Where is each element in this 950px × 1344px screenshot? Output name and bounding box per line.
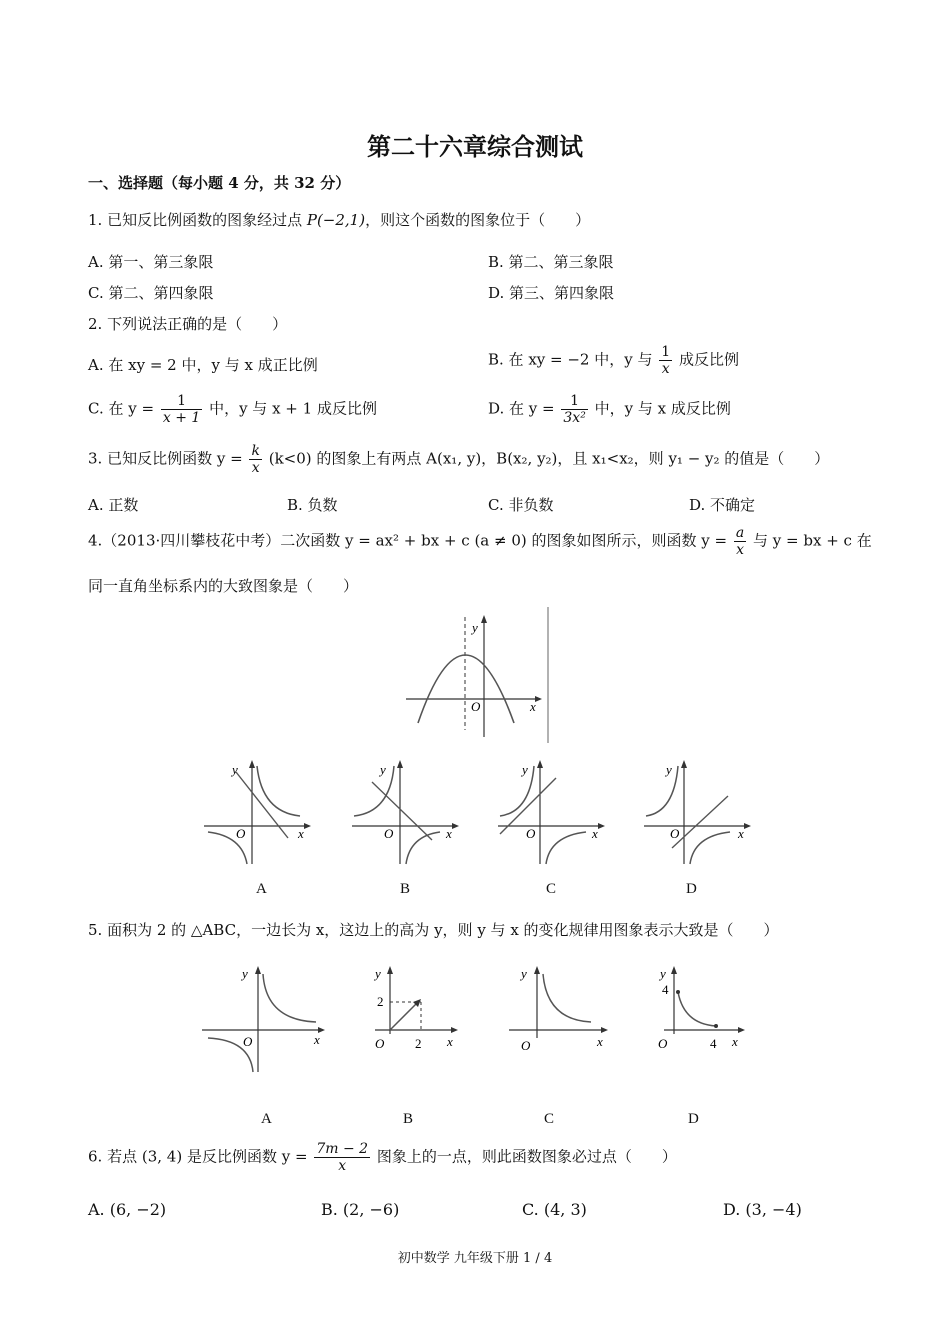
question-3-stem xyxy=(88,443,829,476)
x-axis-arrow xyxy=(601,1027,608,1033)
q1-option-b: B. 第二、第三象限 xyxy=(488,253,614,271)
origin-label: O xyxy=(471,699,481,714)
line xyxy=(672,796,728,848)
q5-graph-a xyxy=(198,958,333,1076)
y-label: y xyxy=(375,966,381,981)
x-label: x xyxy=(447,1034,453,1049)
origin-label: O xyxy=(243,1034,253,1049)
q3-option-a: A. 正数 xyxy=(88,496,139,514)
q5-caption-b: B xyxy=(403,1111,414,1127)
q5-graph-d xyxy=(648,958,758,1076)
y-axis-arrow xyxy=(681,760,687,768)
y-label: y xyxy=(380,762,386,777)
question-4-stem xyxy=(88,525,872,558)
endpoint xyxy=(676,990,680,994)
question-1-stem xyxy=(88,210,590,230)
q4-stem-c: 同一直角坐标系内的大致图象是（ ） xyxy=(88,577,359,595)
line xyxy=(372,782,432,840)
y-label: y xyxy=(472,620,478,635)
y-axis-arrow xyxy=(255,966,261,974)
q3-stem-post: (k<0) 的图象上有两点 A(x₁, y)，B(x₂, y₂)，且 x₁<x₂，则 y₁ − y₂ 的值是（ ） xyxy=(268,449,830,468)
x-label: x xyxy=(298,826,304,841)
frac-num: 7m − 2 xyxy=(316,1141,369,1157)
y-label: y xyxy=(521,966,527,981)
q2-d-fraction xyxy=(561,393,587,426)
frac-num: k xyxy=(251,443,260,459)
q2-c-fraction xyxy=(161,393,202,426)
y-axis-arrow xyxy=(671,966,677,974)
q2-b-fraction xyxy=(659,344,672,377)
x-axis-arrow xyxy=(744,823,751,829)
question-6-stem xyxy=(88,1141,677,1174)
q2-d-pre: D. 在 y = xyxy=(488,399,555,418)
parabola-curve xyxy=(418,655,514,723)
question-2-stem: 2. 下列说法正确的是（ ） xyxy=(88,315,288,333)
q3-stem-pre: 3. 已知反比例函数 y = xyxy=(88,449,243,468)
q6-stem-pre: 6. 若点 (3, 4) 是反比例函数 y = xyxy=(88,1147,308,1166)
q6-stem-post: 图象上的一点，则此函数图象必过点（ ） xyxy=(376,1147,677,1166)
q2-c-pre: C. 在 y = xyxy=(88,399,155,418)
q5-caption-a: A xyxy=(261,1111,272,1127)
q6-option-c: C. (4, 3) xyxy=(522,1200,587,1219)
x-label: x xyxy=(732,1034,738,1049)
y-axis-arrow xyxy=(249,760,255,768)
x-axis-arrow xyxy=(738,1027,745,1033)
q5-graph-c xyxy=(505,958,615,1076)
q2-option-d xyxy=(488,393,731,426)
frac-den: x xyxy=(736,542,745,558)
frac-num: 1 xyxy=(561,393,587,410)
line-segment xyxy=(390,1002,418,1030)
q4-caption-a: A xyxy=(256,881,267,897)
q4-parabola-figure xyxy=(400,605,555,745)
hyperbola-branch xyxy=(500,766,534,816)
y-axis-arrow xyxy=(387,966,393,974)
frac-den: x xyxy=(338,1158,347,1174)
q6-option-d: D. (3, −4) xyxy=(723,1200,802,1219)
x-axis-arrow xyxy=(452,823,459,829)
x-label: x xyxy=(592,826,598,841)
frac-den: x xyxy=(661,361,670,377)
y-label: y xyxy=(522,762,528,777)
origin-label: O xyxy=(375,1036,385,1051)
origin-label: O xyxy=(670,826,680,841)
q6-fraction xyxy=(314,1141,370,1174)
frac-den: x xyxy=(251,460,260,476)
q5-caption-c: C xyxy=(544,1111,555,1127)
origin-label: O xyxy=(658,1036,668,1051)
x-label: x xyxy=(530,699,536,714)
frac-num: 1 xyxy=(661,344,671,360)
q1-option-c: C. 第二、第四象限 xyxy=(88,284,214,302)
x-axis-arrow xyxy=(451,1027,458,1033)
frac-num: a xyxy=(735,525,745,541)
q2-b-post: 成反比例 xyxy=(678,350,739,369)
hyperbola-branch xyxy=(354,766,394,816)
hyperbola-branch xyxy=(546,832,586,864)
q6-option-a: A. (6, −2) xyxy=(88,1200,167,1219)
page-title: 第二十六章综合测试 xyxy=(367,132,583,161)
hyperbola-branch xyxy=(263,974,316,1022)
q5-graph-b xyxy=(355,958,465,1076)
q2-d-post: 中，y 与 x 成反比例 xyxy=(594,399,731,418)
q4-caption-c: C xyxy=(546,881,557,897)
q4-graph-c xyxy=(494,752,612,870)
x-axis-arrow xyxy=(598,823,605,829)
frac-den: 3x² xyxy=(563,410,586,426)
q1-stem-a: 1. 已知反比例函数的图象经过点 xyxy=(88,211,307,229)
q4-caption-b: B xyxy=(400,881,411,897)
hyperbola-branch xyxy=(543,974,591,1022)
x-label: x xyxy=(446,826,452,841)
y-label: y xyxy=(660,966,666,981)
q2-c-post: 中，y 与 x + 1 成反比例 xyxy=(209,399,377,418)
x-label: x xyxy=(738,826,744,841)
q6-option-b: B. (2, −6) xyxy=(321,1200,400,1219)
x-label: x xyxy=(314,1032,320,1047)
frac-num: 1 xyxy=(161,393,202,410)
x-axis-arrow xyxy=(535,696,542,702)
q4-graph-d xyxy=(640,752,758,870)
q4-graph-a xyxy=(200,752,318,870)
y-label: y xyxy=(242,966,248,981)
q1-stem-b: ，则这个函数的图象位于（ ） xyxy=(365,211,591,229)
y-axis-arrow xyxy=(481,615,487,623)
frac-den: x + 1 xyxy=(162,410,201,426)
y-label: y xyxy=(666,762,672,777)
y-axis-arrow xyxy=(397,760,403,768)
x-tick-2: 2 xyxy=(415,1036,422,1051)
x-label: x xyxy=(597,1034,603,1049)
q4-stem-a: 4.（2013·四川攀枝花中考）二次函数 y = ax² + bx + c (a ≠ 0) 的图象如图所示，则函数 y = xyxy=(88,531,728,550)
hyperbola-branch xyxy=(646,766,678,816)
hyperbola-branch xyxy=(257,766,300,816)
y-axis-arrow xyxy=(534,966,540,974)
q5-caption-d: D xyxy=(688,1111,699,1127)
y-axis-arrow xyxy=(537,760,543,768)
question-5-stem: 5. 面积为 2 的 △ABC，一边长为 x，这边上的高为 y，则 y 与 x 的变化规律用图象表示大致是（ ） xyxy=(88,921,779,939)
q1-option-d: D. 第三、第四象限 xyxy=(488,284,615,302)
y-tick-2: 2 xyxy=(377,994,384,1009)
q3-option-d: D. 不确定 xyxy=(689,496,756,514)
q3-option-c: C. 非负数 xyxy=(488,496,554,514)
hyperbola-branch xyxy=(406,832,440,864)
q1-point: P(−2,1) xyxy=(306,211,366,229)
q2-option-a: A. 在 xy = 2 中，y 与 x 成正比例 xyxy=(88,356,318,374)
origin-label: O xyxy=(526,826,536,841)
q4-graph-b xyxy=(348,752,466,870)
x-axis-arrow xyxy=(304,823,311,829)
origin-label: O xyxy=(521,1038,531,1053)
q3-fraction xyxy=(249,443,261,476)
q2-option-c xyxy=(88,393,377,426)
origin-label: O xyxy=(384,826,394,841)
origin-label: O xyxy=(236,826,246,841)
hyperbola-segment xyxy=(678,992,716,1026)
q4-stem-b: 与 y = bx + c 在 xyxy=(753,531,872,550)
q3-option-b: B. 负数 xyxy=(287,496,338,514)
section-heading: 一、选择题（每小题 4 分，共 32 分） xyxy=(88,174,351,192)
page-footer: 初中数学 九年级下册 1 / 4 xyxy=(397,1251,553,1266)
y-label: y xyxy=(232,762,238,777)
hyperbola-branch xyxy=(690,832,730,864)
q4-fraction xyxy=(734,525,746,558)
x-tick-4: 4 xyxy=(710,1036,717,1051)
endpoint xyxy=(714,1024,718,1028)
y-tick-4: 4 xyxy=(662,982,669,997)
q2-option-b xyxy=(488,344,739,377)
q1-option-a: A. 第一、第三象限 xyxy=(88,253,214,271)
q2-b-pre: B. 在 xy = −2 中，y 与 xyxy=(488,350,653,369)
q4-caption-d: D xyxy=(686,881,697,897)
